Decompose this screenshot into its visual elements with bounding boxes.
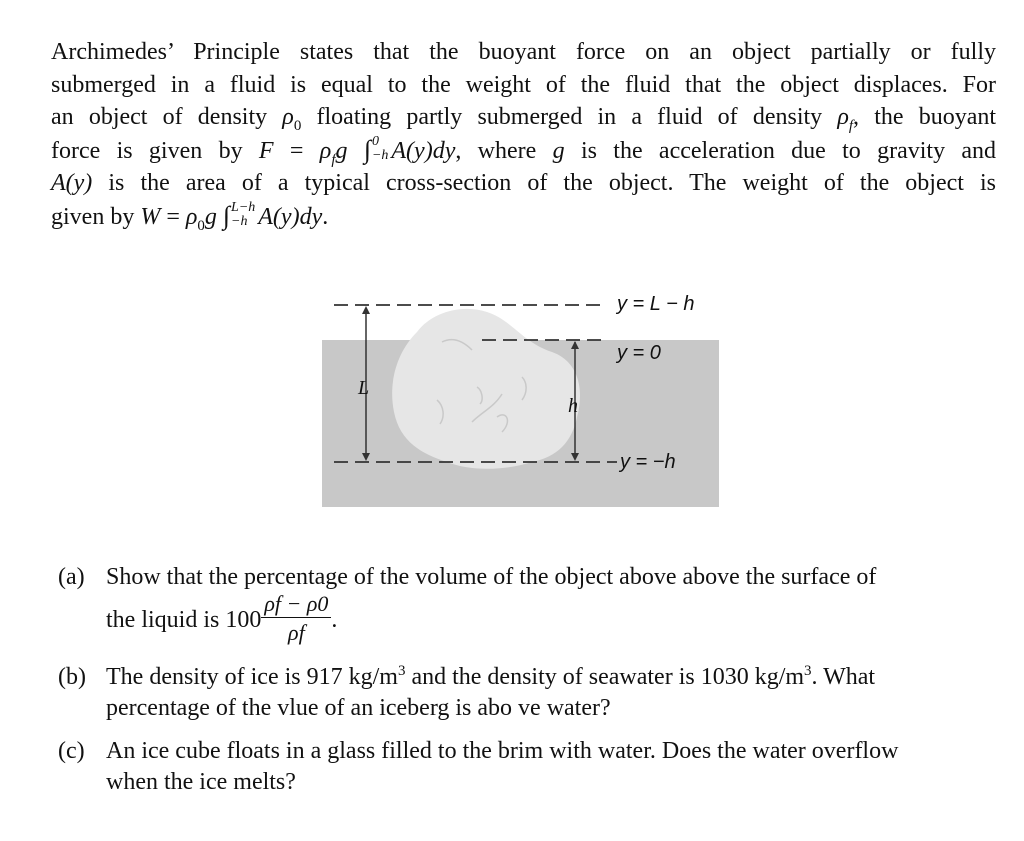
intro-line-5: A(y) is the area of a typical cross-section of the object. The weight of the object is bbox=[51, 170, 997, 196]
part-a-label: (a) bbox=[58, 564, 85, 590]
part-a: (a) Show that the percentage of the volume of the object above above the surface of the liquid is 100 $\frac{\rho f - \rho 0}{\rho f}$ . bbox=[58, 562, 998, 650]
part-c-label: (c) bbox=[58, 738, 85, 764]
diagram-svg bbox=[322, 282, 722, 512]
label-y-zero: y = 0 bbox=[617, 342, 661, 364]
buoyancy-diagram bbox=[322, 282, 722, 512]
density-fraction: $\frac{\rho f - \rho 0}{\rho f}$ bbox=[261, 591, 331, 648]
question-parts bbox=[58, 562, 998, 810]
label-y-bottom: y = −h bbox=[620, 451, 676, 473]
dimension-L-arrow-top bbox=[362, 306, 370, 314]
intro-line-3: an object of density $\rho_0$ floating partly submerged in a fluid of density $\rho_f$, the buoyant bbox=[51, 104, 997, 134]
integral-sign: ∫ bbox=[222, 200, 231, 230]
intro-line-2: submerged in a fluid is equal to the weight of the fluid that the object displaces. For bbox=[51, 71, 996, 98]
part-c: (c) An ice cube floats in a glass filled to the brim with water. Does the water overflow when the ice melts? bbox=[58, 738, 899, 795]
part-b: (b) The density of ice is 917 $kg/m^3$ and the density of seawater is 1030 $kg/m^3$. What percentage of the vlue of an iceberg is abo ve water? bbox=[58, 663, 876, 721]
intro-paragraph bbox=[51, 36, 996, 233]
label-h: h bbox=[568, 395, 578, 417]
integral-sign: ∫ bbox=[363, 134, 371, 164]
label-L: L bbox=[358, 377, 370, 399]
label-y-top: y = L − h bbox=[617, 293, 695, 315]
intro-line-1: Archimedes’ Principle states that the buoyant force on an object partially or fully bbox=[51, 39, 996, 65]
part-b-label: (b) bbox=[58, 664, 86, 690]
floating-object bbox=[392, 309, 580, 469]
intro-line-4: force is given by $F = \rho_fg$ ∫ 0 −h A(y)dy, where g is the acceleration due to gravity and bbox=[51, 133, 997, 168]
intro-line-6: given by $W = \rho_0g$ ∫ L−h −h A(y)dy. bbox=[51, 199, 329, 234]
